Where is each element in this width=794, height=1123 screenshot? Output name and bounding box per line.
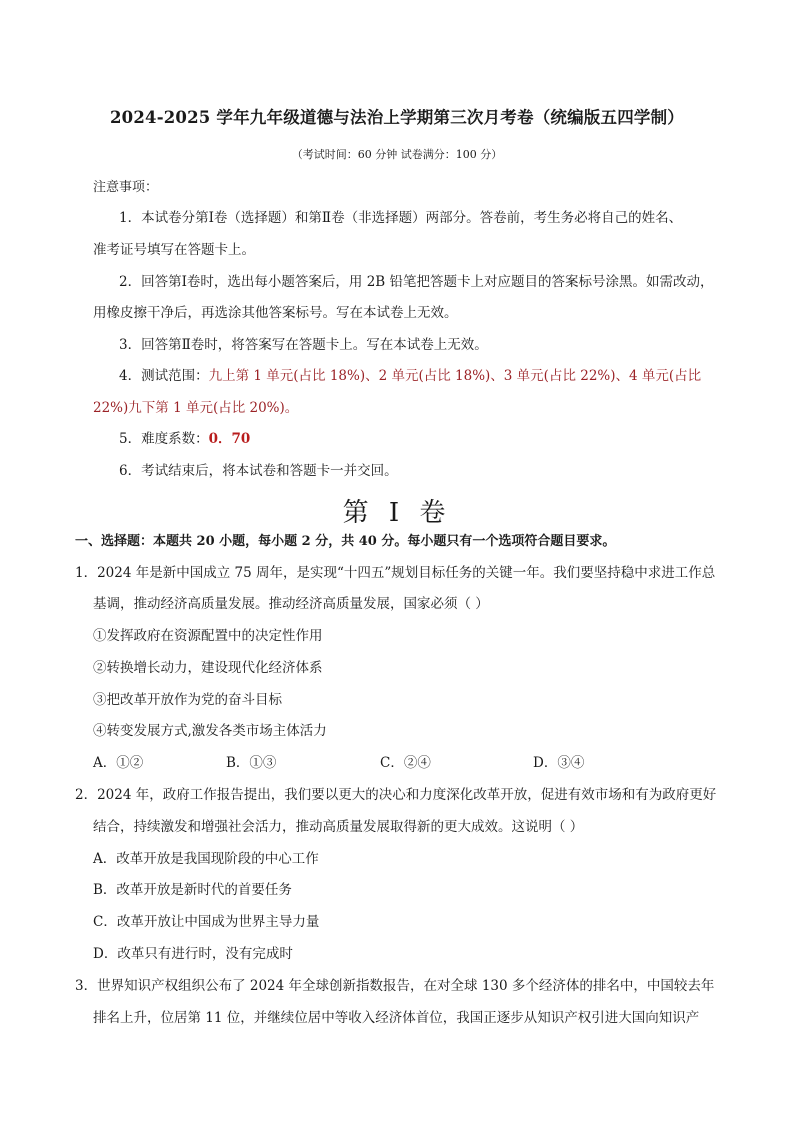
section-description: 一、选择题：本题共 20 小题，每小题 2 分，共 40 分。每小题只有一个选项符合题目要求。 [75, 534, 616, 549]
q1-statement-3: ③把改革开放作为党的奋斗目标 [93, 692, 282, 708]
q1-option-b: B．①③ [226, 755, 277, 771]
note-3: 3．回答第Ⅱ卷时，将答案写在答题卡上。写在本试卷上无效。 [119, 337, 488, 353]
q2-option-d: D．改革只有进行时，没有完成时 [93, 946, 293, 962]
exam-subtitle: （考试时间：60 分钟 试卷满分：100 分） [291, 148, 503, 161]
note-6: 6．考试结束后，将本试卷和答题卡一并交回。 [119, 463, 398, 479]
q3-stem-line-2: 排名上升，位居第 11 位，并继续位居中等收入经济体首位，我国正逐步从知识产权引进大国向知识产 [93, 1010, 700, 1026]
q1-option-d: D．③④ [533, 755, 585, 771]
q1-option-a: A．①② [93, 755, 144, 771]
note-5-prefix: 5．难度系数： [119, 431, 209, 447]
note-2-line-2: 用橡皮擦干净后，再选涂其他答案标号。写在本试卷上无效。 [93, 305, 458, 321]
q1-stem-line-2: 基调，推动经济高质量发展。推动经济高质量发展，国家必须（ ） [93, 596, 489, 612]
q1-statement-4: ④转变发展方式,激发各类市场主体活力 [93, 723, 327, 739]
q2-stem-line-1: 2．2024 年，政府工作报告提出，我们要以更大的决心和力度深化改革开放，促进有效市场和有为政府更好 [75, 787, 717, 803]
note-1-line-1: 1．本试卷分第Ⅰ卷（选择题）和第Ⅱ卷（非选择题）两部分。答卷前，考生务必将自己的姓名、 [119, 210, 683, 226]
note-5 [119, 429, 250, 449]
section-title: 第 I 卷 [342, 498, 452, 528]
note-4-prefix: 4．测试范围： [119, 368, 209, 384]
q3-stem-line-1: 3．世界知识产权组织公布了 2024 年全球创新指数报告，在对全球 130 多个经济体的排名中，中国较去年 [75, 978, 715, 994]
note-2-line-1: 2．回答第Ⅰ卷时，选出每小题答案后，用 2B 铅笔把答题卡上对应题目的答案标号涂黑。如需改动， [119, 274, 714, 290]
q2-option-b: B．改革开放是新时代的首要任务 [93, 882, 292, 898]
note-4-line-1 [119, 366, 701, 386]
note-1-line-2: 准考证号填写在答题卡上。 [93, 242, 255, 258]
exam-title: 2024-2025 学年九年级道德与法治上学期第三次月考卷（统编版五四学制） [109, 108, 685, 127]
q2-option-c: C．改革开放让中国成为世界主导力量 [93, 914, 320, 930]
q1-statement-1: ①发挥政府在资源配置中的决定性作用 [93, 628, 323, 644]
q1-option-c: C．②④ [380, 755, 431, 771]
note-4-range: 九上第 1 单元(占比 18%)、2 单元(占比 18%)、3 单元(占比 22%)、4 单元(占比 [208, 368, 702, 384]
note-4-line-2: 22%)九下第 1 单元(占比 20%)。 [93, 400, 299, 416]
q2-stem-line-2: 结合，持续激发和增强社会活力，推动高质量发展取得新的更大成效。这说明（ ） [93, 819, 584, 835]
q2-option-a: A．改革开放是我国现阶段的中心工作 [93, 851, 319, 867]
difficulty-value: 0．70 [208, 431, 251, 447]
q1-stem-line-1: 1．2024 年是新中国成立 75 周年，是实现“十四五”规划目标任务的关键一年。我们要坚持稳中求进工作总 [75, 565, 716, 581]
notes-heading: 注意事项： [93, 180, 159, 195]
q1-statement-2: ②转换增长动力，建设现代化经济体系 [93, 660, 323, 676]
